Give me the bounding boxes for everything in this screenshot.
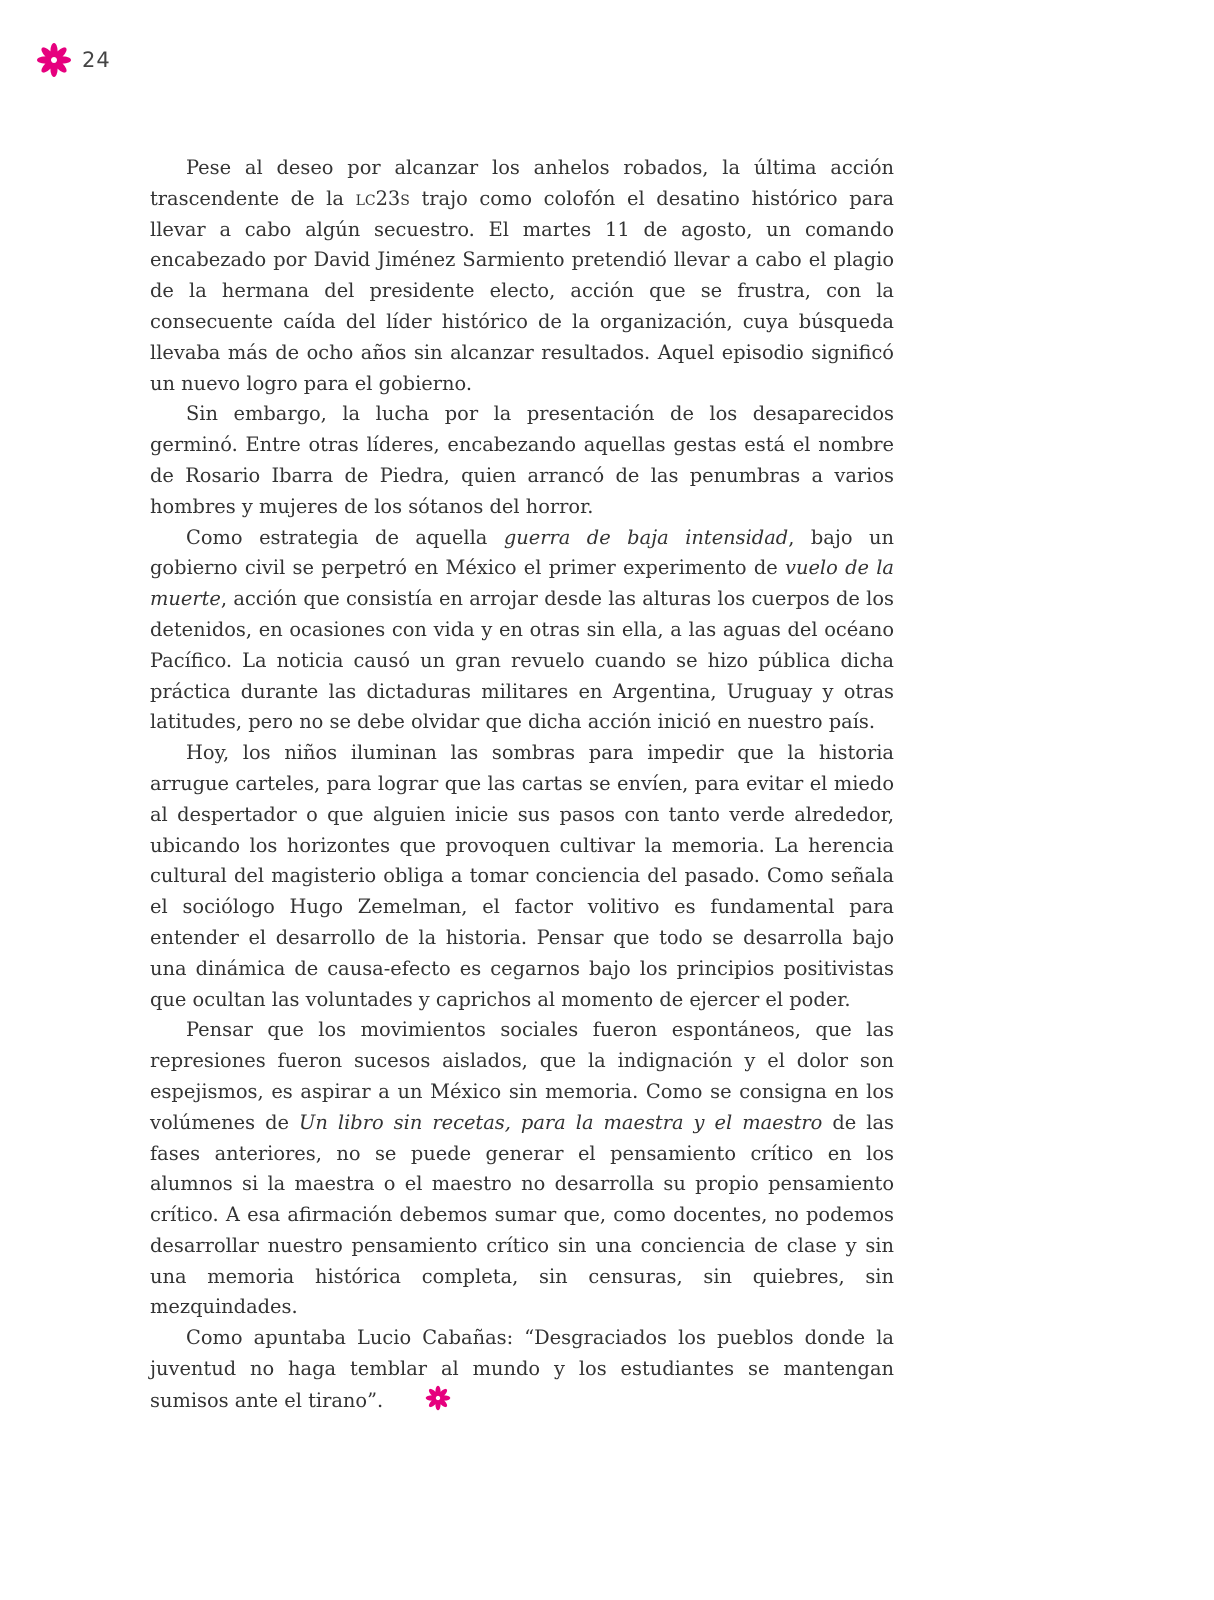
paragraph-5 [150,1015,894,1323]
paragraph-3-text-c: , acción que consistía en arrojar desde las alturas los cuerpos de los detenidos, en ocasiones con vida y en otras sin ella, a las aguas del océano Pacífico. La noticia causó un gran revuelo cuando se hizo pública dicha práctica durante las dictaduras militares en Argentina, Uruguay y otras latitudes, pero no se debe olvidar que dicha acción inició en nuestro país. [150,587,894,734]
page-number: 24 [82,48,111,72]
page-header [36,42,111,78]
paragraph-3-text-a: Como estrategia de aquella [186,525,504,549]
asterisk-flower-end-icon [389,1385,451,1421]
paragraph-6 [150,1323,894,1420]
paragraph-1-text-b: trajo como colofón el desatino histórico para llevar a cabo algún secuestro. El martes 11 de agosto, un comando encabezado por David Jiménez Sarmiento pretendió llevar a cabo el plagio de la hermana del presidente electo, acción que se frustra, con la consecuente caída del líder histórico de la organización, cuya búsqueda llevaba más de ocho años sin alcanzar resultados. Aquel episodio significó un nuevo logro para el gobierno. [150,186,894,395]
paragraph-1 [150,153,894,399]
italic-term-guerra: guerra de baja intensidad [503,525,789,549]
paragraph-2: Sin embargo, la lucha por la presentación de los desaparecidos germinó. Entre otras líderes, encabezando aquellas gestas está el nombre de Rosario Ibarra de Piedra, quien arrancó de las penumbras a varios hombres y mujeres de los sótanos del horror. [150,402,894,518]
asterisk-flower-icon [36,42,72,78]
body-text [150,153,894,1421]
paragraph-5-text-a: Pensar que los movimientos sociales fueron espontáneos, que las represiones fueron sucesos aislados, que la indignación y el dolor son espejismos, es aspirar a un México sin memoria. Como se consigna en los volúmenes de [150,1018,894,1134]
paragraph-3-text-b: , bajo un gobierno civil se perpetró en México el primer experimento de [150,525,894,580]
paragraph-5-text-b: de las fases anteriores, no se puede generar el pensamiento crítico en los alumnos si la maestra o el maestro no desarrolla su propio pensamiento crítico. A esa afirmación debemos sumar que, como docentes, no podemos desarrollar nuestro pensamiento crítico sin una conciencia de clase y sin una memoria histórica completa, sin censuras, sin quiebres, sin mezquindades. [150,1110,895,1319]
organization-acronym: lc23s [355,186,410,210]
paragraph-6-text: Como apuntaba Lucio Cabañas: “Desgraciados los pueblos donde la juventud no haga temblar al mundo y los estudiantes se mantengan sumisos ante el tirano”. [150,1326,894,1412]
paragraph-4: Hoy, los niños iluminan las sombras para impedir que la historia arrugue carteles, para lograr que las cartas se envíen, para evitar el miedo al despertador o que alguien inicie sus pasos con tanto verde alrededor, ubicando los horizontes que provoquen cultivar la memoria. La herencia cultural del magisterio obliga a tomar conciencia del pasado. Como señala el sociólogo Hugo Zemelman, el factor volitivo es fundamental para entender el desarrollo de la historia. Pensar que todo se desarrolla bajo una dinámica de causa-efecto es cegarnos bajo los principios positivistas que ocultan las voluntades y caprichos al momento de ejercer el poder. [150,741,894,1011]
italic-term-vuelo: vuelo de la muerte [150,556,894,611]
paragraph-3 [150,523,894,739]
paragraph-1-text-a: Pese al deseo por alcanzar los anhelos robados, la última acción trascendente de la [150,156,894,210]
italic-book-title: Un libro sin recetas, para la maestra y el maestro [299,1110,823,1134]
